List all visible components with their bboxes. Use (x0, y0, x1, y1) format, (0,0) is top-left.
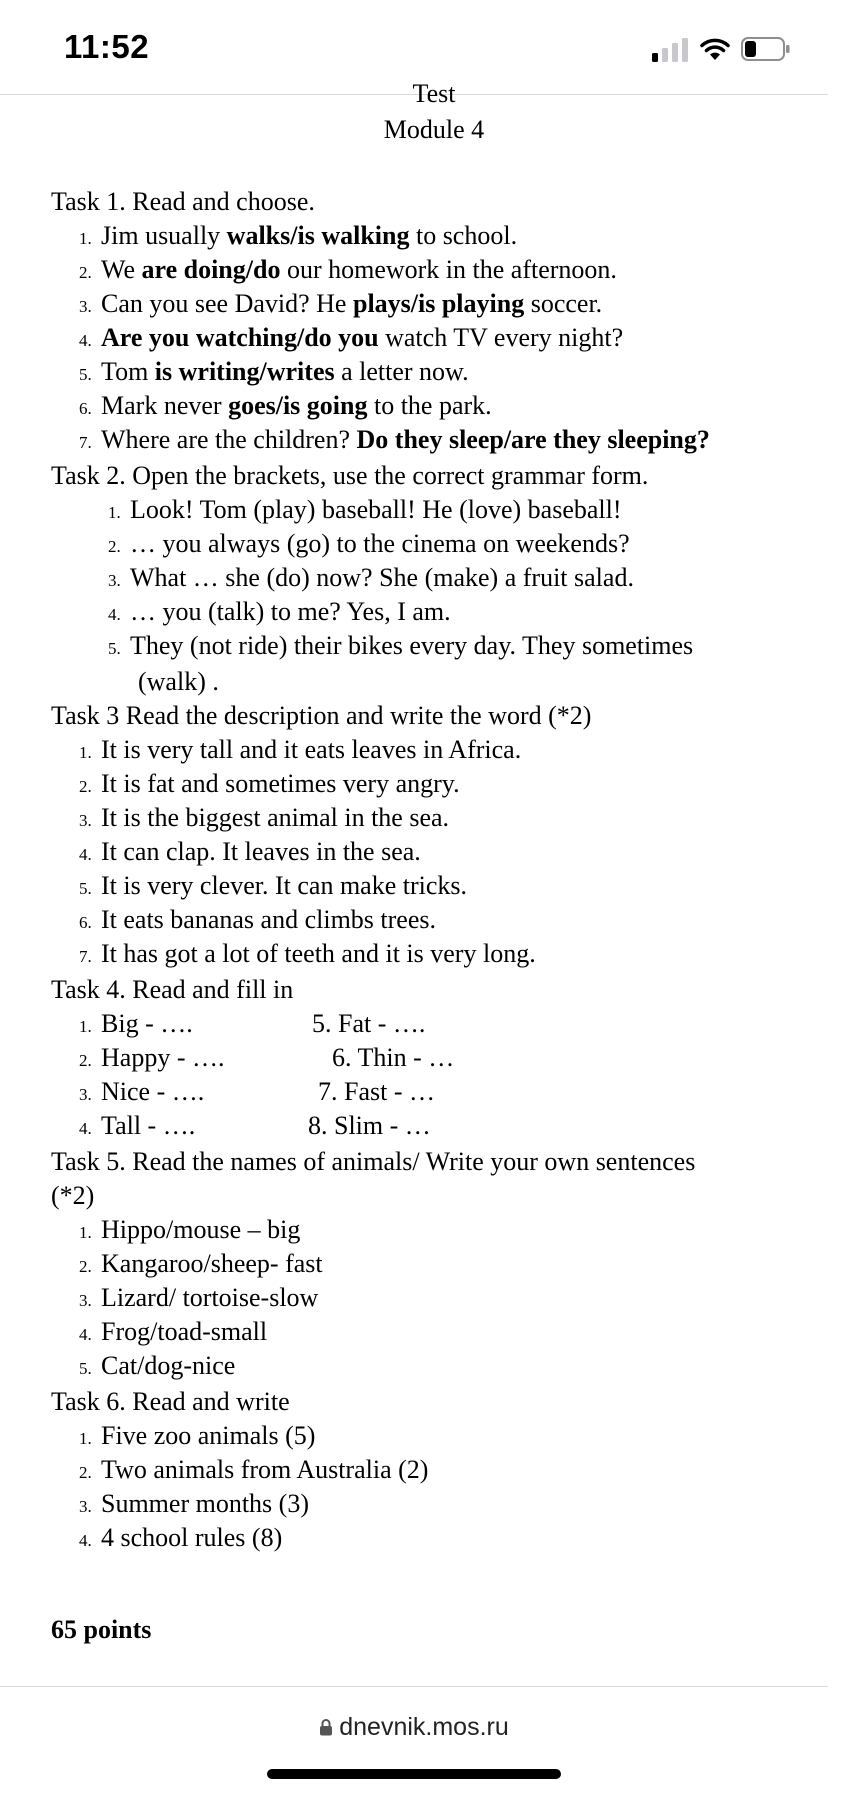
item-text: It has got a lot of teeth and it is very long. (101, 939, 536, 968)
task5-item (79, 1213, 300, 1250)
list-number: 2. (79, 1257, 92, 1276)
task2-item (108, 595, 451, 632)
list-number: 3. (108, 571, 121, 590)
list-number: 3. (79, 811, 92, 830)
list-number: 2. (79, 777, 92, 796)
task1-heading: Task 1. Read and choose. (51, 187, 315, 216)
item-text: Summer months (3) (101, 1489, 309, 1518)
task5-item (79, 1315, 267, 1352)
lock-icon (319, 1714, 333, 1732)
url-display[interactable] (0, 1713, 828, 1742)
item-text: We (101, 255, 142, 284)
list-number: 3. (79, 1291, 92, 1310)
item-text: to the park. (367, 391, 492, 420)
list-number: 1. (79, 1429, 92, 1448)
task4-row-left (79, 1007, 193, 1044)
url-text: dnevnik.mos.ru (339, 1713, 509, 1741)
item-text: It is fat and sometimes very angry. (101, 769, 460, 798)
list-number: 3. (79, 297, 92, 316)
task2-item (108, 561, 634, 598)
list-number: 4. (79, 331, 92, 350)
item-text: Can you see David? He (101, 289, 353, 318)
task1-item (79, 321, 623, 358)
task3-heading: Task 3 Read the description and write the word (*2) (51, 701, 592, 730)
list-number: 5. (79, 1359, 92, 1378)
item-text: Frog/toad-small (101, 1317, 268, 1346)
item-text: watch TV every night? (378, 323, 624, 352)
task6-item (79, 1487, 309, 1524)
item-choice: are doing/do (141, 255, 281, 284)
item-text: 4 school rules (8) (101, 1523, 283, 1552)
item-text: Look! Tom (play) baseball! He (love) baseball! (130, 495, 622, 524)
item-choice: Do they sleep/are they sleeping? (356, 425, 710, 454)
item-text: Big - …. (101, 1009, 193, 1038)
list-number: 4. (79, 1531, 92, 1550)
task4-row-right: 5. Fat - …. (312, 1009, 426, 1038)
task4-row-left (79, 1041, 224, 1078)
task1-item (79, 253, 617, 290)
item-text: They (not ride) their bikes every day. They sometimes (130, 631, 694, 660)
task6-item (79, 1453, 428, 1490)
task2-item (108, 527, 630, 564)
item-choice: walks/is walking (226, 221, 410, 250)
task2-heading: Task 2. Open the brackets, use the correct grammar form. (51, 461, 649, 490)
list-number: 1. (79, 229, 92, 248)
item-text: What … she (do) now? She (make) a fruit salad. (130, 563, 634, 592)
item-text: Five zoo animals (5) (101, 1421, 316, 1450)
task4-row-right: 8. Slim - … (308, 1111, 431, 1140)
list-number: 7. (79, 947, 92, 966)
document-page (0, 79, 828, 1685)
list-number: 5. (108, 639, 121, 658)
list-number: 1. (108, 503, 121, 522)
list-number: 4. (79, 1325, 92, 1344)
item-text: to school. (409, 221, 518, 250)
item-choice: is writing/writes (154, 357, 335, 386)
task3-item (79, 801, 449, 838)
item-text: Nice - …. (101, 1077, 205, 1106)
list-number: 5. (79, 879, 92, 898)
list-number: 2. (108, 537, 121, 556)
task6-item (79, 1521, 282, 1558)
item-text: Two animals from Australia (2) (101, 1455, 429, 1484)
item-text: It can clap. It leaves in the sea. (101, 837, 421, 866)
task5-heading-cont: (*2) (51, 1181, 95, 1210)
document-title: Module 4 (383, 115, 485, 144)
item-text: … you (talk) to me? Yes, I am. (130, 597, 451, 626)
wifi-icon (699, 36, 731, 62)
item-text: Lizard/ tortoise-slow (101, 1283, 319, 1312)
list-number: 2. (79, 1463, 92, 1482)
task3-item (79, 869, 467, 906)
list-number: 6. (79, 399, 92, 418)
task3-item (79, 835, 421, 872)
list-number: 1. (79, 1223, 92, 1242)
task5-item (79, 1247, 323, 1284)
list-number: 5. (79, 365, 92, 384)
task3-item (79, 903, 436, 940)
item-text: … you always (go) to the cinema on weekends? (130, 529, 630, 558)
item-text: Jim usually (101, 221, 227, 250)
item-text: It is the biggest animal in the sea. (101, 803, 450, 832)
item-text: Where are the children? (101, 425, 357, 454)
status-time: 11:52 (64, 28, 150, 65)
battery-icon (741, 37, 791, 61)
task2-item-continuation: (walk) . (138, 667, 219, 696)
item-text: It eats bananas and climbs trees. (101, 905, 436, 934)
task4-heading: Task 4. Read and fill in (51, 975, 294, 1004)
document-title-top: Test (412, 79, 456, 108)
item-text: Mark never (101, 391, 229, 420)
cellular-signal-icon (652, 38, 688, 62)
item-text: Hippo/mouse – big (101, 1215, 301, 1244)
task6-item (79, 1419, 315, 1456)
list-number: 4. (79, 1119, 92, 1138)
item-text: Happy - …. (101, 1043, 225, 1072)
item-choice: plays/is playing (352, 289, 525, 318)
list-number: 3. (79, 1497, 92, 1516)
item-text: It is very clever. It can make tricks. (101, 871, 468, 900)
browser-address-bar[interactable] (0, 1686, 828, 1793)
list-number: 3. (79, 1085, 92, 1104)
task4-row-right: 6. Thin - … (332, 1043, 455, 1072)
task5-heading: Task 5. Read the names of animals/ Write your own sentences (51, 1147, 696, 1176)
home-indicator[interactable] (267, 1769, 561, 1779)
task4-row-right: 7. Fast - … (318, 1077, 435, 1106)
item-text: soccer. (524, 289, 603, 318)
list-number: 6. (79, 913, 92, 932)
item-text: Cat/dog-nice (101, 1351, 236, 1380)
task4-row-left (79, 1109, 195, 1146)
task5-item (79, 1349, 235, 1386)
task6-heading: Task 6. Read and write (51, 1387, 290, 1416)
task1-item (79, 355, 469, 392)
list-number: 2. (79, 263, 92, 282)
list-number: 2. (79, 1051, 92, 1070)
task3-item (79, 937, 536, 974)
list-number: 7. (79, 433, 92, 452)
item-text: a letter now. (334, 357, 469, 386)
list-number: 4. (79, 845, 92, 864)
list-number: 4. (108, 605, 121, 624)
item-choice: Are you watching/do you (101, 323, 379, 352)
task1-item (79, 389, 492, 426)
item-text: our homework in the afternoon. (280, 255, 617, 284)
item-text: Kangaroo/sheep- fast (101, 1249, 323, 1278)
item-text: Tom (101, 357, 155, 386)
item-choice: goes/is going (228, 391, 368, 420)
task5-item (79, 1281, 318, 1318)
item-text: It is very tall and it eats leaves in Africa. (101, 735, 522, 764)
task2-item (108, 629, 693, 666)
item-text: Tall - …. (101, 1111, 196, 1140)
task1-item (79, 219, 517, 256)
task3-item (79, 733, 521, 770)
list-number: 1. (79, 743, 92, 762)
total-points: 65 points (51, 1615, 152, 1644)
task1-item (79, 287, 602, 324)
task3-item (79, 767, 460, 804)
task4-row-left (79, 1075, 204, 1112)
task1-item (79, 423, 710, 460)
list-number: 1. (79, 1017, 92, 1036)
task2-item (108, 493, 622, 530)
